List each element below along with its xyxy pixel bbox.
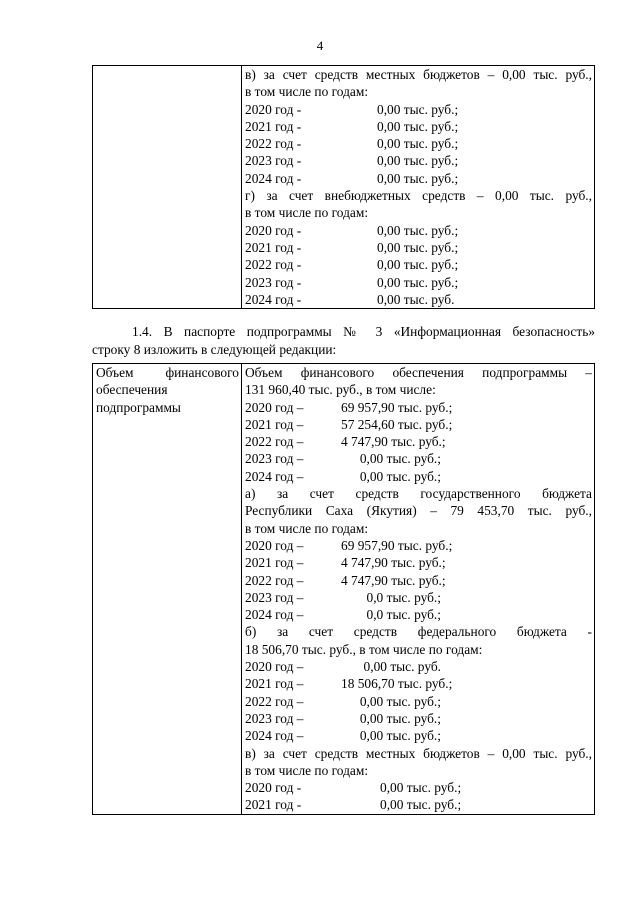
year-label: 2020 год - (245, 101, 302, 117)
section-heading-line: 1.4. В паспорте подпрограммы № 3 «Информационная безопасность» (132, 324, 595, 339)
amount-value: 0,00 тыс. руб.; (359, 468, 441, 484)
amount-value: 4 747,90 тыс. руб.; (341, 434, 446, 450)
year-amount-line (245, 693, 592, 710)
year-label: 2022 год – (245, 572, 304, 588)
amount-value: 0,00 тыс. руб.; (377, 153, 459, 169)
funding-text-line: в том числе по годам: (245, 205, 369, 221)
amount-value: 57 254,60 тыс. руб.; (341, 416, 453, 432)
year-amount-line (245, 239, 592, 256)
table-row (93, 66, 595, 309)
section-heading-line: строку 8 изложить в следующей редакции: (92, 342, 337, 357)
year-label: 2024 год - (245, 291, 302, 307)
funding-text-line: в том числе по годам: (245, 520, 369, 536)
amount-value: 0,00 тыс. руб.; (377, 118, 459, 134)
amount-value: 0,00 тыс. руб.; (377, 136, 459, 152)
funding-label-cell (93, 364, 242, 815)
year-label: 2024 год - (245, 170, 302, 186)
year-amount-line (245, 433, 592, 450)
year-amount-line (245, 779, 592, 796)
year-amount-line (245, 118, 592, 135)
page-number: 4 (316, 38, 324, 53)
funding-text-line: в том числе по годам: (245, 84, 369, 100)
year-amount-line (245, 606, 592, 623)
funding-details-cell (242, 364, 595, 815)
year-label: 2023 год – (245, 710, 304, 726)
year-amount-line (245, 554, 592, 571)
amount-value: 0,00 тыс. руб.; (377, 257, 459, 273)
year-label: 2020 год - (245, 780, 302, 796)
year-amount-line (245, 572, 592, 589)
amount-value: 4 747,90 тыс. руб.; (341, 555, 446, 571)
year-label: 2023 год - (245, 153, 302, 169)
year-amount-line (245, 101, 592, 118)
year-amount-line (245, 796, 592, 813)
year-label: 2021 год – (245, 676, 304, 692)
funding-label-line: обеспечения (96, 382, 168, 398)
year-amount-line (245, 135, 592, 152)
year-label: 2021 год - (245, 239, 302, 255)
year-label: 2021 год - (245, 118, 302, 134)
year-label: 2020 год – (245, 659, 304, 675)
funding-text-line: а) за счет средств государственного бюджета (245, 486, 592, 502)
funding-text-line: в том числе по годам: (245, 762, 369, 778)
year-amount-line (245, 468, 592, 485)
year-amount-line (245, 256, 592, 273)
amount-value: 0,0 тыс. руб.; (366, 607, 441, 623)
year-label: 2020 год - (245, 222, 302, 238)
funding-text-line: б) за счет средств федерального бюджета - (245, 624, 592, 640)
amount-value: 69 957,90 тыс. руб.; (341, 399, 453, 415)
funding-text-line: в) за счет средств местных бюджетов – 0,00 тыс. руб., (245, 67, 592, 82)
funding-label-line: Объем финансового (96, 365, 239, 380)
section-heading (92, 323, 595, 359)
year-label: 2022 год – (245, 434, 304, 450)
year-amount-line (245, 291, 592, 308)
funding-label-line: подпрограммы (96, 399, 181, 415)
amount-value: 0,00 тыс. руб.; (377, 170, 459, 186)
year-label: 2021 год - (245, 797, 302, 813)
year-amount-line (245, 450, 592, 467)
year-amount-line (245, 274, 592, 291)
subprogram-funding-table (92, 363, 595, 815)
year-amount-line (245, 399, 592, 416)
funding-table-continued (92, 65, 595, 309)
funding-text-line: 131 960,40 тыс. руб., в том числе: (245, 382, 436, 398)
year-label: 2021 год – (245, 416, 304, 432)
amount-value: 0,00 тыс. руб.; (377, 239, 459, 255)
year-amount-line (245, 658, 592, 675)
year-amount-line (245, 589, 592, 606)
year-amount-line (245, 727, 592, 744)
funding-text-line: 18 506,70 тыс. руб., в том числе по годам: (245, 641, 483, 657)
year-label: 2020 год – (245, 537, 304, 553)
amount-value: 0,00 тыс. руб.; (359, 451, 441, 467)
empty-label-cell (93, 66, 242, 309)
funding-text-line: в) за счет средств местных бюджетов – 0,00 тыс. руб., (245, 745, 592, 761)
funding-details-cell (242, 66, 595, 309)
year-label: 2024 год – (245, 607, 304, 623)
funding-text-line: Республики Саха (Якутия) – 79 453,70 тыс. руб., (245, 503, 592, 519)
table-row (93, 364, 595, 815)
amount-value: 0,00 тыс. руб.; (377, 274, 459, 290)
year-amount-line (245, 537, 592, 554)
amount-value: 0,00 тыс. руб.; (359, 710, 441, 726)
year-label: 2024 год – (245, 468, 304, 484)
amount-value: 0,00 тыс. руб.; (377, 222, 459, 238)
year-label: 2022 год - (245, 136, 302, 152)
year-label: 2022 год - (245, 257, 302, 273)
funding-text-line: г) за счет внебюджетных средств – 0,00 тыс. руб., (245, 188, 592, 204)
amount-value: 0,00 тыс. руб.; (359, 693, 441, 709)
year-amount-line (245, 222, 592, 239)
amount-value: 0,00 тыс. руб. (363, 659, 441, 675)
year-label: 2022 год – (245, 693, 304, 709)
year-label: 2024 год – (245, 728, 304, 744)
amount-value: 18 506,70 тыс. руб.; (341, 676, 453, 692)
amount-value: 0,00 тыс. руб. (377, 291, 455, 307)
year-amount-line (245, 710, 592, 727)
amount-value: 0,00 тыс. руб.; (359, 728, 441, 744)
amount-value: 0,00 тыс. руб.; (380, 780, 462, 796)
amount-value: 0,00 тыс. руб.; (377, 101, 459, 117)
amount-value: 0,00 тыс. руб.; (380, 797, 462, 813)
amount-value: 4 747,90 тыс. руб.; (341, 572, 446, 588)
funding-text-line: Объем финансового обеспечения подпрограммы – (245, 365, 592, 380)
year-label: 2023 год - (245, 274, 302, 290)
year-label: 2020 год – (245, 399, 304, 415)
year-amount-line (245, 416, 592, 433)
amount-value: 0,0 тыс. руб.; (366, 589, 441, 605)
year-amount-line (245, 152, 592, 169)
year-amount-line (245, 170, 592, 187)
year-label: 2023 год – (245, 589, 304, 605)
amount-value: 69 957,90 тыс. руб.; (341, 537, 453, 553)
year-label: 2023 год – (245, 451, 304, 467)
year-amount-line (245, 675, 592, 692)
year-label: 2021 год – (245, 555, 304, 571)
